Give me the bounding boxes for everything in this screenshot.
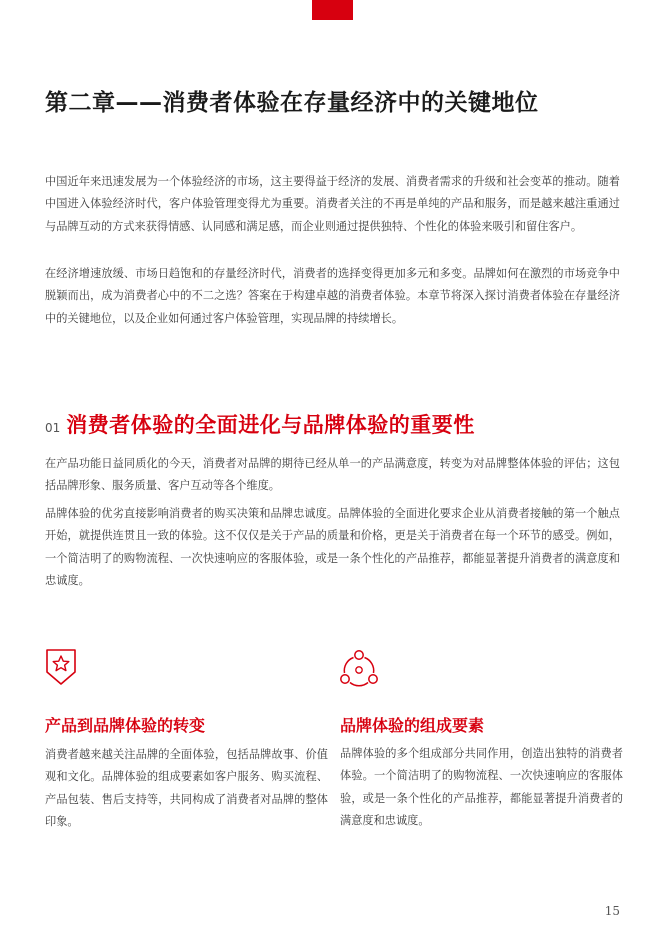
section-paragraph-2: 品牌体验的优劣直接影响消费者的购买决策和品牌忠诚度。品牌体验的全面进化要求企业从消费者接触的第一个触点开始，就提供连贯且一致的体验。这不仅仅是关于产品的质量和价格，更是关于消费者在每一个环节的感受。例如，一个简洁明了的购物流程、一次快速响应的客服体验，或是一条个性化的产品推荐，都能显著提升消费者的满意度和忠诚度。 <box>45 507 620 587</box>
chapter-paragraph-1: 中国近年来迅速发展为一个体验经济的市场，这主要得益于经济的发展、消费者需求的升级和社会变革的推动。随着中国进入体验经济时代，客户体验管理变得尤为重要。消费者关注的不再是单纯的产品和服务，而是越来越注重通过与品牌互动的方式来获得情感、认同感和满足感，而企业则通过提供独特、个性化的体验来吸引和留住客户。 <box>45 175 620 233</box>
column-1-title: 产品到品牌体验的转变 <box>45 716 206 735</box>
section-number: 01 <box>45 421 61 435</box>
star-badge-icon <box>44 647 78 687</box>
page-number: 15 <box>604 904 620 918</box>
column-2-text: 品牌体验的多个组成部分共同作用，创造出独特的消费者体验。一个简洁明了的购物流程、一次快速响应的客服体验，或是一条个性化的产品推荐，都能显著提升消费者的满意度和忠诚度。 <box>340 747 623 827</box>
section-heading <box>45 409 475 439</box>
column-1-text: 消费者越来越关注品牌的全面体验，包括品牌故事、价值观和文化。品牌体验的组成要素如客户服务、购买流程、产品包装、售后支持等，共同构成了消费者对品牌的整体印象。 <box>45 748 328 828</box>
section-paragraph-1: 在产品功能日益同质化的今天，消费者对品牌的期待已经从单一的产品满意度，转变为对品牌整体体验的评估；这包括品牌形象、服务质量、客户互动等各个维度。 <box>45 457 620 493</box>
column-2-title: 品牌体验的组成要素 <box>340 716 485 735</box>
top-accent-bar <box>312 0 353 20</box>
section-title: 消费者体验的全面进化与品牌体验的重要性 <box>66 413 475 437</box>
cycle-nodes-icon <box>338 648 380 688</box>
chapter-paragraph-2: 在经济增速放缓、市场日趋饱和的存量经济时代，消费者的选择变得更加多元和多变。品牌如何在激烈的市场竞争中脱颖而出，成为消费者心中的不二之选？答案在于构建卓越的消费者体验。本章节将深入探讨消费者体验在存量经济中的关键地位，以及企业如何通过客户体验管理，实现品牌的持续增长。 <box>45 267 620 325</box>
chapter-title: 第二章——消费者体验在存量经济中的关键地位 <box>45 90 539 116</box>
